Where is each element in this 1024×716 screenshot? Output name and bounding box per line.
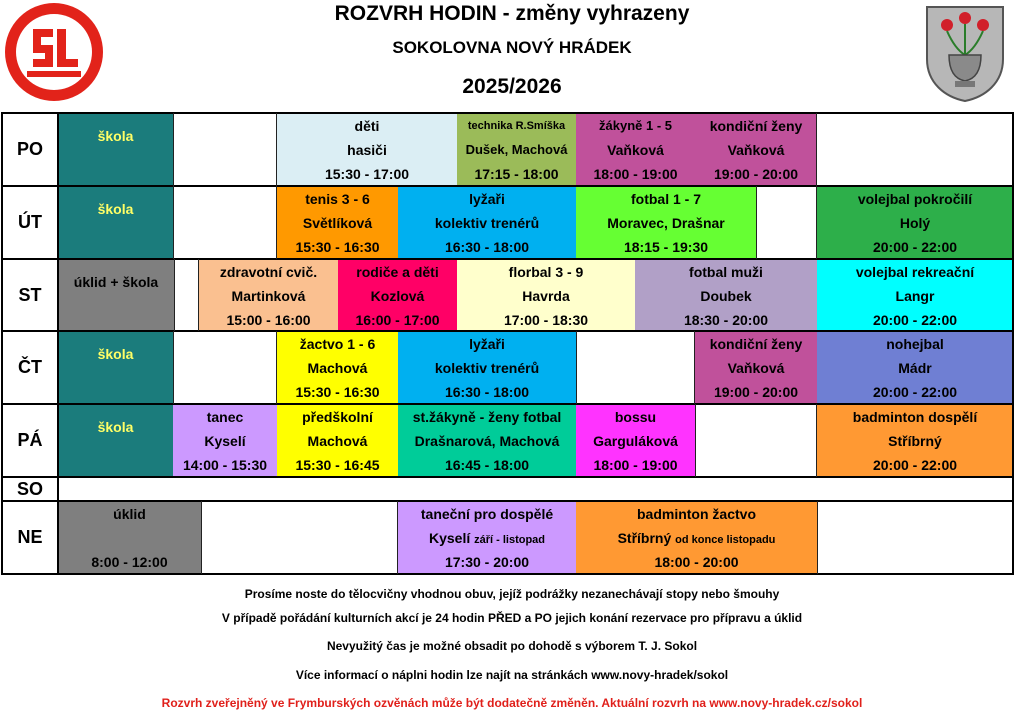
grid-line: [173, 186, 174, 259]
grid-line: [816, 113, 817, 186]
day-label: NE: [17, 527, 43, 547]
grid-line: [817, 501, 818, 574]
activity-cell: děti hasiči 15:30 - 17:00: [277, 113, 457, 186]
grid-line: [576, 331, 577, 404]
activity-cell: tenis 3 - 6 Světlíková 15:30 - 16:30: [277, 186, 398, 259]
grid-line: [276, 186, 277, 259]
day-label: ČT: [18, 357, 42, 377]
grid-line: [1, 112, 3, 575]
activity-cell: lyžaři kolektiv trenérů 16:30 - 18:00: [398, 331, 576, 404]
school-year: 2025/2026: [462, 75, 562, 98]
activity-cell: bossu Garguláková 18:00 - 19:00: [576, 404, 695, 477]
grid-line: [198, 259, 199, 331]
activity-cell: úklid + škola: [58, 259, 174, 331]
activity-cell: škola: [58, 113, 173, 186]
footer-note: V případě pořádání kulturních akcí je 24 hodin PŘED a PO jejich konání rezervace pro přípravu a úklid: [221, 611, 803, 625]
activity-cell: fotbal 1 - 7 Moravec, Drašnar 18:15 - 19:30: [576, 186, 756, 259]
grid-line: [173, 113, 174, 186]
activity-cell: škola: [58, 404, 173, 477]
activity-cell: florbal 3 - 9 Havrda 17:00 - 18:30: [457, 259, 635, 331]
activity-cell: zdravotní cvič. Martinková 15:00 - 16:00: [199, 259, 338, 331]
grid-line: [1, 330, 1014, 332]
activity-cell: nohejbal Mádr 20:00 - 22:00: [817, 331, 1013, 404]
activity-cell: badminton dospělí Stříbrný 20:00 - 22:00: [817, 404, 1013, 477]
grid-line: [173, 331, 174, 404]
footer-note: Nevyužitý čas je možné obsadit po dohodě s výborem T. J. Sokol: [326, 639, 698, 653]
activity-cell: kondiční ženy Vaňková 19:00 - 20:00: [695, 113, 817, 186]
activity-cell: taneční pro dospělé Kyselí září - listopad 17:30 - 20:00: [398, 501, 576, 574]
grid-line: [397, 501, 398, 574]
activity-cell: škola: [58, 186, 173, 259]
activity-cell: volejbal rekreační Langr 20:00 - 22:00: [817, 259, 1013, 331]
grid-line: [756, 186, 757, 259]
grid-line: [201, 501, 202, 574]
activity-cell: lyžaři kolektiv trenérů 16:30 - 18:00: [398, 186, 576, 259]
coat-of-arms: [921, 3, 1009, 103]
footer-note: Více informací o náplni hodin lze najít na stránkách www.novy-hradek/sokol: [295, 668, 729, 682]
activity-cell: fotbal muži Doubek 18:30 - 20:00: [635, 259, 817, 331]
activity-cell: technika R.Smíška Dušek, Machová 17:15 - 18:00: [457, 113, 576, 186]
day-label: PÁ: [17, 430, 43, 450]
activity-cell: žactvo 1 - 6 Machová 15:30 - 16:30: [277, 331, 398, 404]
grid-line: [1, 500, 1014, 502]
grid-line: [816, 186, 817, 259]
footer-warning: Rozvrh zveřejněný ve Frymburských ozvěnách může být dodatečně změněn. Aktuální rozvrh na www.novy-hradek.cz/sokol: [161, 696, 863, 710]
grid-line: [1, 112, 1014, 114]
grid-line: [816, 404, 817, 477]
activity-cell: volejbal pokročilí Holý 20:00 - 22:00: [817, 186, 1013, 259]
grid-line: [694, 331, 695, 404]
day-label: ÚT: [18, 212, 42, 232]
grid-line: [1, 476, 1014, 478]
grid-line: [1, 403, 1014, 405]
activity-cell: žákyně 1 - 5 Vaňková 18:00 - 19:00: [576, 113, 695, 186]
grid-line: [1, 258, 1014, 260]
grid-line: [276, 331, 277, 404]
day-label: PO: [16, 139, 43, 159]
activity-cell: badminton žactvo Stříbrný od konce listopadu 18:00 - 20:00: [576, 501, 817, 574]
activity-cell: škola: [58, 331, 173, 404]
footer-note: Prosíme noste do tělocvičny vhodnou obuv, jejíž podrážky nezanechávají stopy nebo šmouhy: [244, 587, 780, 601]
grid-line: [276, 113, 277, 186]
grid-line: [57, 112, 59, 575]
activity-cell: rodiče a děti Kozlová 16:00 - 17:00: [338, 259, 457, 331]
page-subtitle: SOKOLOVNA NOVÝ HRÁDEK: [392, 38, 632, 57]
activity-cell: tanec Kyselí 14:00 - 15:30: [173, 404, 277, 477]
grid-line: [1, 573, 1014, 575]
page-title: ROZVRH HODIN - změny vyhrazeny: [334, 2, 690, 25]
day-label: ST: [18, 284, 42, 305]
grid-line: [695, 404, 696, 477]
day-label: SO: [16, 478, 43, 499]
grid-line: [1012, 112, 1014, 575]
grid-line: [1, 185, 1014, 187]
grid-line: [174, 259, 175, 331]
activity-cell: úklid 8:00 - 12:00: [58, 501, 201, 574]
activity-cell: předškolní Machová 15:30 - 16:45: [277, 404, 398, 477]
activity-cell: kondiční ženy Vaňková 19:00 - 20:00: [695, 331, 817, 404]
activity-cell: st.žákyně - ženy fotbal Drašnarová, Machová 16:45 - 18:00: [398, 404, 576, 477]
